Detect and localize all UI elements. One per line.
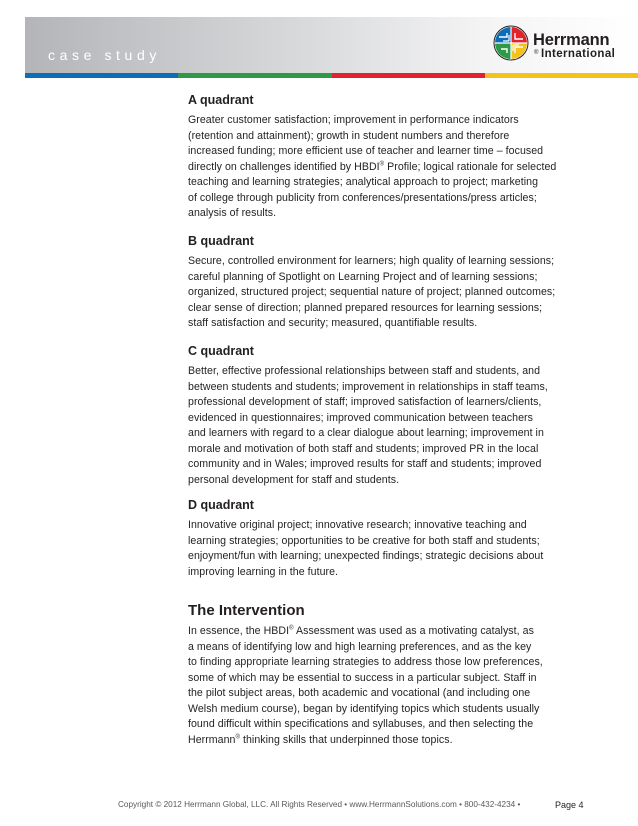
section-b-quadrant [188,234,598,332]
section-heading: D quadrant [188,498,254,512]
section-a-quadrant [188,93,598,222]
section-heading: B quadrant [188,234,254,248]
color-bar-red [332,73,485,78]
footer [118,798,598,812]
registered-mark: ® [289,625,294,632]
registered-mark: ® [235,733,240,740]
logo-registered-mark: ® [534,50,539,56]
page-number: Page 4 [555,800,584,810]
section-body: Better, effective professional relationships between staff and students, and between students and students; improvement in relationships in staff teams, professional development of staff; improved satisfaction of learners/clients, evidenced in questionnaires; improved communication between teachers and learners with regard to a clear dialogue about learning; improvement in morale and motivation of both staff and students; improved PR in the local community and in Wales; improved results for staff and students; improved personal development for staff and students. [188,365,548,486]
registered-mark: ® [379,160,385,167]
color-bar-blue [25,73,178,78]
section-c-quadrant [188,344,598,488]
section-intervention [188,602,598,748]
intervention-body: In essence, the HBDI® Assessment was used as a motivating catalyst, as a means of identifying low and high learning preferences, and as the key to finding appropriate learning strategies to address those low preferences, some of which may be essential to success in a particular subject. Staff in the pilot subject areas, both academic and vocational (and including one Welsh medium course), began by identifying topics which students usually found difficult within specifications and syllabuses, and then selecting the Herrmann® thinking skills that underpinned those topics. [188,625,543,746]
header-label: case study [48,47,161,63]
section-d-quadrant [188,498,598,580]
section-heading: C quadrant [188,344,254,358]
whole-brain-icon [493,25,529,61]
herrmann-logo [493,25,628,65]
section-body: Secure, controlled environment for learners; high quality of learning sessions; careful planning of Spotlight on Learning Project and of learning sessions; organized, structured project; sequential nature of project; planned outcomes; clear sense of direction; planned prepared resources for learning sessions; staff satisfaction and security; measured, quantifiable results. [188,255,556,329]
intervention-heading: The Intervention [188,602,305,619]
color-bar-yellow [485,73,638,78]
logo-word-herrmann: Herrmann [533,31,610,49]
quadrant-color-bar [25,73,638,78]
section-body: Greater customer satisfaction; improvement in performance indicators (retention and attainment); growth in student numbers and therefore increased funding; more efficient use of teacher and learner time – focused directly on challenges identified by HBDI® Profile; logical rationale for selected teaching and learning strategies; analytical approach to project; marketing of college through publicity from conferences/presentations/press articles; analysis of results. [188,114,557,219]
footer-copyright: Copyright © 2012 Herrmann Global, LLC. All Rights Reserved • www.HerrmannSolutions.com • 800-432-4234 • [118,800,521,809]
section-body: Innovative original project; innovative research; innovative teaching and learning strategies; opportunities to be creative for both staff and students; enjoyment/fun with learning; unexpected findings; strategic decisions about improving learning in the future. [188,519,544,578]
color-bar-green [178,73,331,78]
section-heading: A quadrant [188,93,254,107]
logo-word-international: International [541,48,616,60]
